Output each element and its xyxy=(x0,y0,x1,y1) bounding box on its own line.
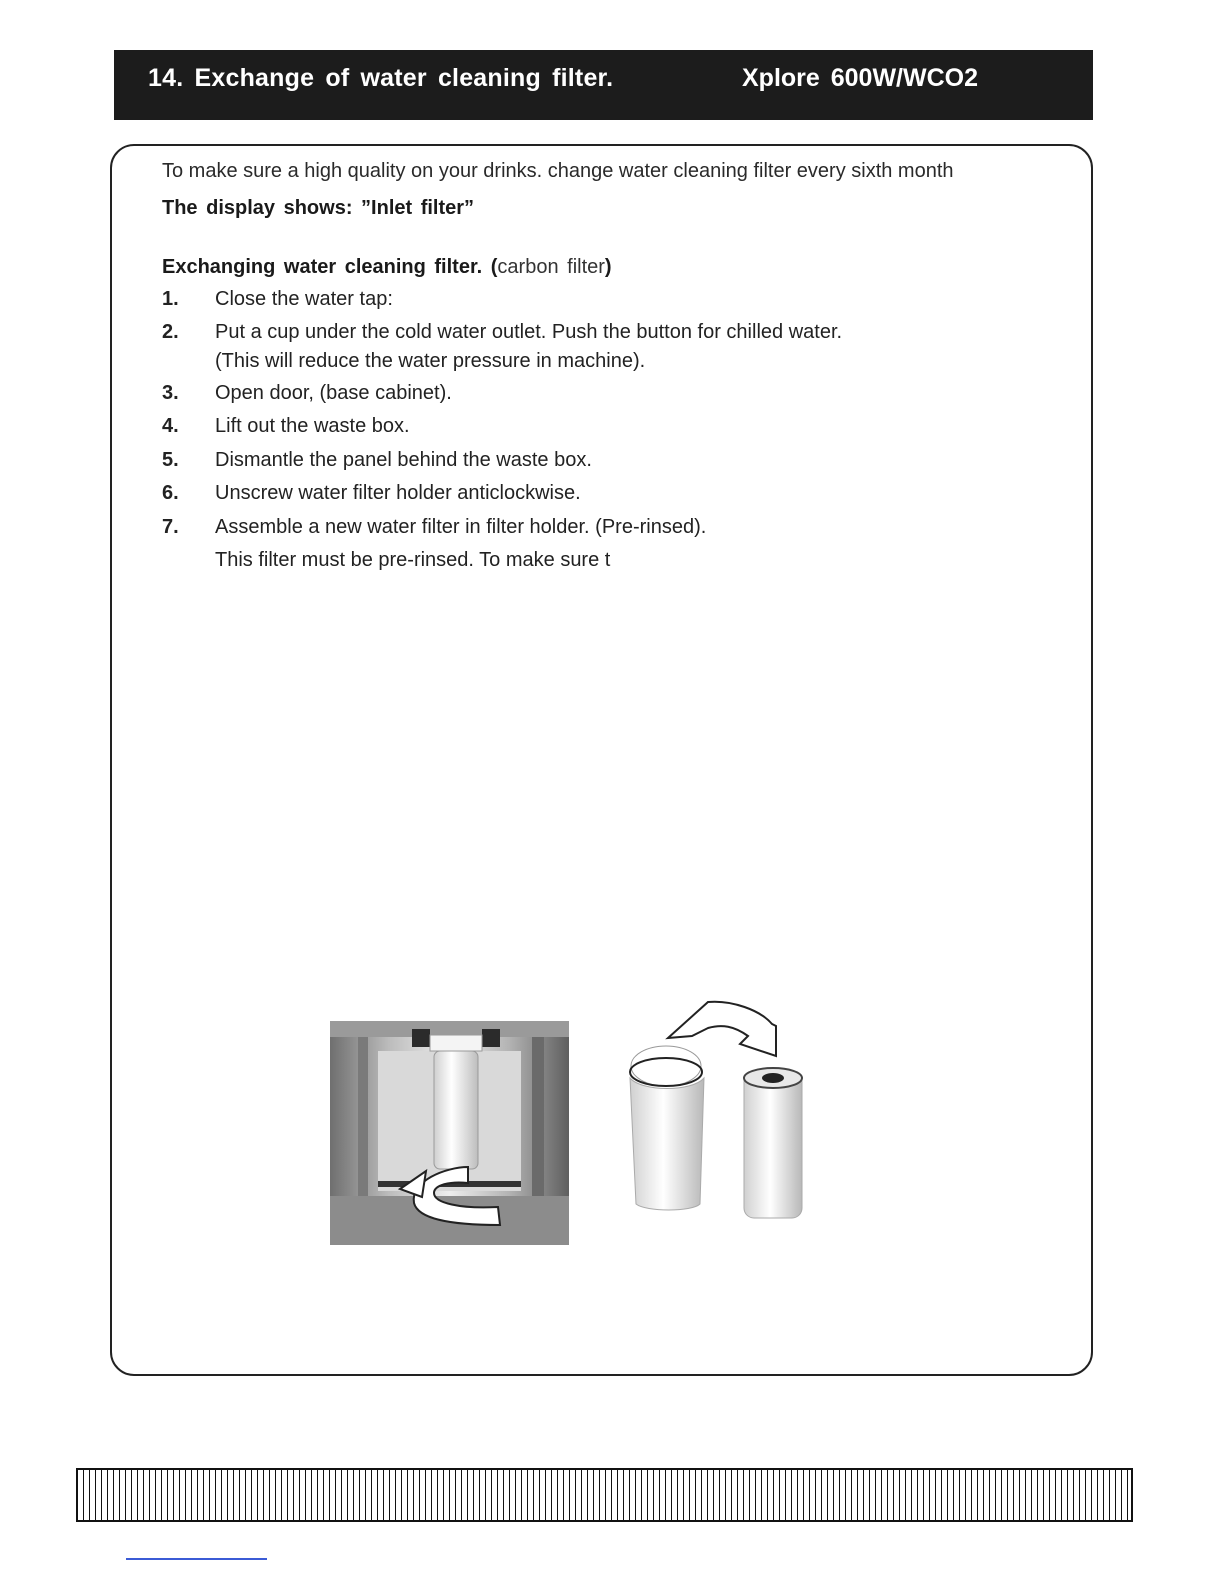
intro-text: To make sure a high quality on your drinks. change water cleaning filter every sixth month xyxy=(162,160,954,182)
section-heading-close: ) xyxy=(604,256,612,278)
footer-link-underline xyxy=(126,1558,267,1560)
step-number: 5. xyxy=(162,449,179,471)
step-text: Close the water tap: xyxy=(215,288,393,310)
step-text: Unscrew water filter holder anticlockwise. xyxy=(215,482,581,504)
step-continuation: (This will reduce the water pressure in machine). xyxy=(215,350,646,372)
section-title: 14. Exchange of water cleaning filter. xyxy=(148,64,614,92)
section-heading-bold: Exchanging water cleaning filter. ( xyxy=(162,256,498,278)
step-continuation: This filter must be pre-rinsed. To make sure t xyxy=(215,549,611,571)
step-number: 3. xyxy=(162,382,179,404)
step-number: 4. xyxy=(162,415,179,437)
step-number: 7. xyxy=(162,516,179,538)
header-bar xyxy=(114,50,1093,120)
section-heading-sub: carbon filter xyxy=(497,256,605,278)
step-text: Lift out the waste box. xyxy=(215,415,410,437)
step-number: 1. xyxy=(162,288,179,310)
step-number: 6. xyxy=(162,482,179,504)
filter-parts-illustration xyxy=(612,996,822,1226)
cabinet-filter-photo xyxy=(330,1021,569,1245)
model-name: Xplore 600W/WCO2 xyxy=(742,64,978,92)
step-text: Dismantle the panel behind the waste box. xyxy=(215,449,592,471)
step-text: Put a cup under the cold water outlet. Push the button for chilled water. xyxy=(215,321,843,343)
step-number: 2. xyxy=(162,321,179,343)
step-text: Open door, (base cabinet). xyxy=(215,382,452,404)
section-heading xyxy=(162,256,612,279)
footer-decorative-bar xyxy=(76,1468,1133,1522)
display-message: The display shows: ”Inlet filter” xyxy=(162,197,475,219)
step-text: Assemble a new water filter in filter holder. (Pre-rinsed). xyxy=(215,516,707,538)
